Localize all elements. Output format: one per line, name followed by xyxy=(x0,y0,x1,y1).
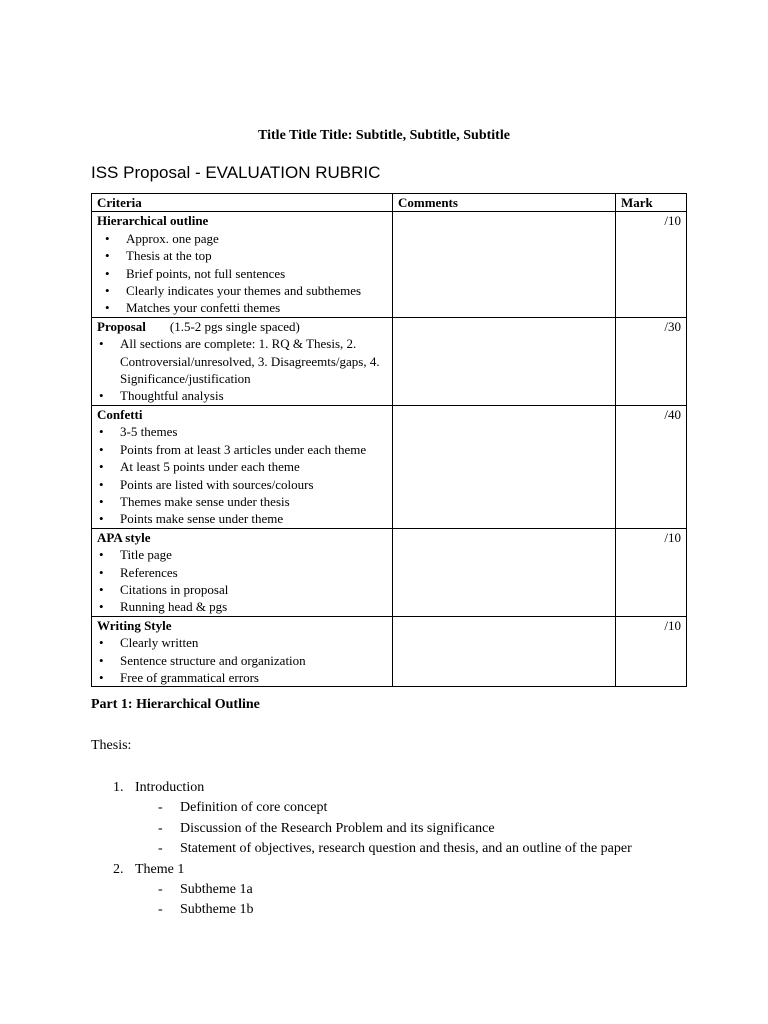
criteria-item: • Points are listed with sources/colours xyxy=(97,476,387,493)
dash-marker: - xyxy=(158,841,163,857)
criteria-item: • At least 5 points under each theme xyxy=(97,458,387,475)
criteria-item: • Points from at least 3 articles under each theme xyxy=(97,441,387,458)
criteria-heading-line xyxy=(97,318,387,335)
rubric-row-hierarchical-outline xyxy=(92,212,687,317)
document-title: Title Title Title: Subtitle, Subtitle, Subtitle xyxy=(258,128,510,143)
mark-header: Mark xyxy=(616,194,687,212)
criteria-cell xyxy=(92,405,393,528)
criteria-title: Proposal xyxy=(97,318,146,334)
rubric-row-confetti xyxy=(92,405,687,528)
criteria-item: • Brief points, not full sentences xyxy=(97,265,387,282)
criteria-title: APA style xyxy=(97,529,151,545)
outline-item xyxy=(91,778,632,798)
criteria-note: (1.5-2 pgs single spaced) xyxy=(169,318,300,334)
criteria-item: • Clearly written xyxy=(97,634,387,651)
outline-subitem xyxy=(91,900,632,920)
hierarchical-outline xyxy=(91,778,632,921)
outline-subitem-label: Statement of objectives, research question and thesis, and an outline of the paper xyxy=(180,841,632,857)
criteria-item: • 3-5 themes xyxy=(97,423,387,440)
outline-subitem-label: Subtheme 1a xyxy=(180,882,253,898)
rubric-header-row xyxy=(92,194,687,212)
criteria-title: Hierarchical outline xyxy=(97,213,209,229)
outline-subitem xyxy=(91,819,632,839)
criteria-list xyxy=(97,546,387,616)
rubric-heading: ISS Proposal - EVALUATION RUBRIC xyxy=(91,163,381,182)
outline-subitem-label: Subtheme 1b xyxy=(180,902,254,918)
criteria-item: • Approx. one page xyxy=(97,230,387,247)
comments-cell[interactable] xyxy=(393,212,616,317)
outline-subitem-label: Definition of core concept xyxy=(180,800,328,816)
criteria-title: Confetti xyxy=(97,406,143,422)
rubric-row-proposal xyxy=(92,317,687,405)
criteria-item: • All sections are complete: 1. RQ & Thesis, 2. Controversial/unresolved, 3. Disagreemts/gaps, 4. Significance/justification xyxy=(97,335,387,387)
comments-header: Comments xyxy=(393,194,616,212)
criteria-item: • Themes make sense under thesis xyxy=(97,493,387,510)
outline-subitem xyxy=(91,798,632,818)
rubric-table xyxy=(91,193,687,687)
mark-cell: /30 xyxy=(616,317,687,405)
criteria-item: • Sentence structure and organization xyxy=(97,652,387,669)
criteria-list xyxy=(97,230,387,317)
rubric-row-apa-style xyxy=(92,528,687,616)
criteria-item: • Running head & pgs xyxy=(97,598,387,615)
mark-cell: /10 xyxy=(616,212,687,317)
criteria-item: • Thesis at the top xyxy=(97,247,387,264)
criteria-item: • Thoughtful analysis xyxy=(97,387,387,404)
outline-subitem xyxy=(91,839,632,859)
criteria-item: • Free of grammatical errors xyxy=(97,669,387,686)
thesis-label: Thesis: xyxy=(91,738,132,753)
comments-cell[interactable] xyxy=(393,616,616,687)
criteria-cell xyxy=(92,616,393,687)
dash-marker: - xyxy=(158,882,163,898)
criteria-list xyxy=(97,423,387,527)
comments-cell[interactable] xyxy=(393,317,616,405)
outline-item-label: Introduction xyxy=(135,780,205,795)
outline-item-label: Theme 1 xyxy=(135,861,185,877)
criteria-cell xyxy=(92,528,393,616)
rubric-row-writing-style xyxy=(92,616,687,687)
criteria-item: • Points make sense under theme xyxy=(97,510,387,527)
mark-cell: /10 xyxy=(616,616,687,687)
outline-item-number: 1. xyxy=(113,780,124,795)
criteria-item: • References xyxy=(97,564,387,581)
dash-marker: - xyxy=(158,820,163,836)
dash-marker: - xyxy=(158,902,163,918)
criteria-item: • Citations in proposal xyxy=(97,581,387,598)
mark-cell: /40 xyxy=(616,405,687,528)
criteria-cell xyxy=(92,317,393,405)
dash-marker: - xyxy=(158,800,163,816)
criteria-list xyxy=(97,335,387,405)
comments-cell[interactable] xyxy=(393,405,616,528)
criteria-item: • Matches your confetti themes xyxy=(97,299,387,316)
outline-item-number: 2. xyxy=(113,861,124,877)
criteria-item: • Clearly indicates your themes and subthemes xyxy=(97,282,387,299)
criteria-item: • Title page xyxy=(97,546,387,563)
outline-subitem-label: Discussion of the Research Problem and its significance xyxy=(180,820,495,836)
mark-cell: /10 xyxy=(616,528,687,616)
part1-heading: Part 1: Hierarchical Outline xyxy=(91,697,260,712)
criteria-list xyxy=(97,634,387,686)
comments-cell[interactable] xyxy=(393,528,616,616)
criteria-cell xyxy=(92,212,393,317)
criteria-header: Criteria xyxy=(92,194,393,212)
criteria-title: Writing Style xyxy=(97,617,172,633)
outline-subitem xyxy=(91,880,632,900)
outline-item xyxy=(91,860,632,880)
